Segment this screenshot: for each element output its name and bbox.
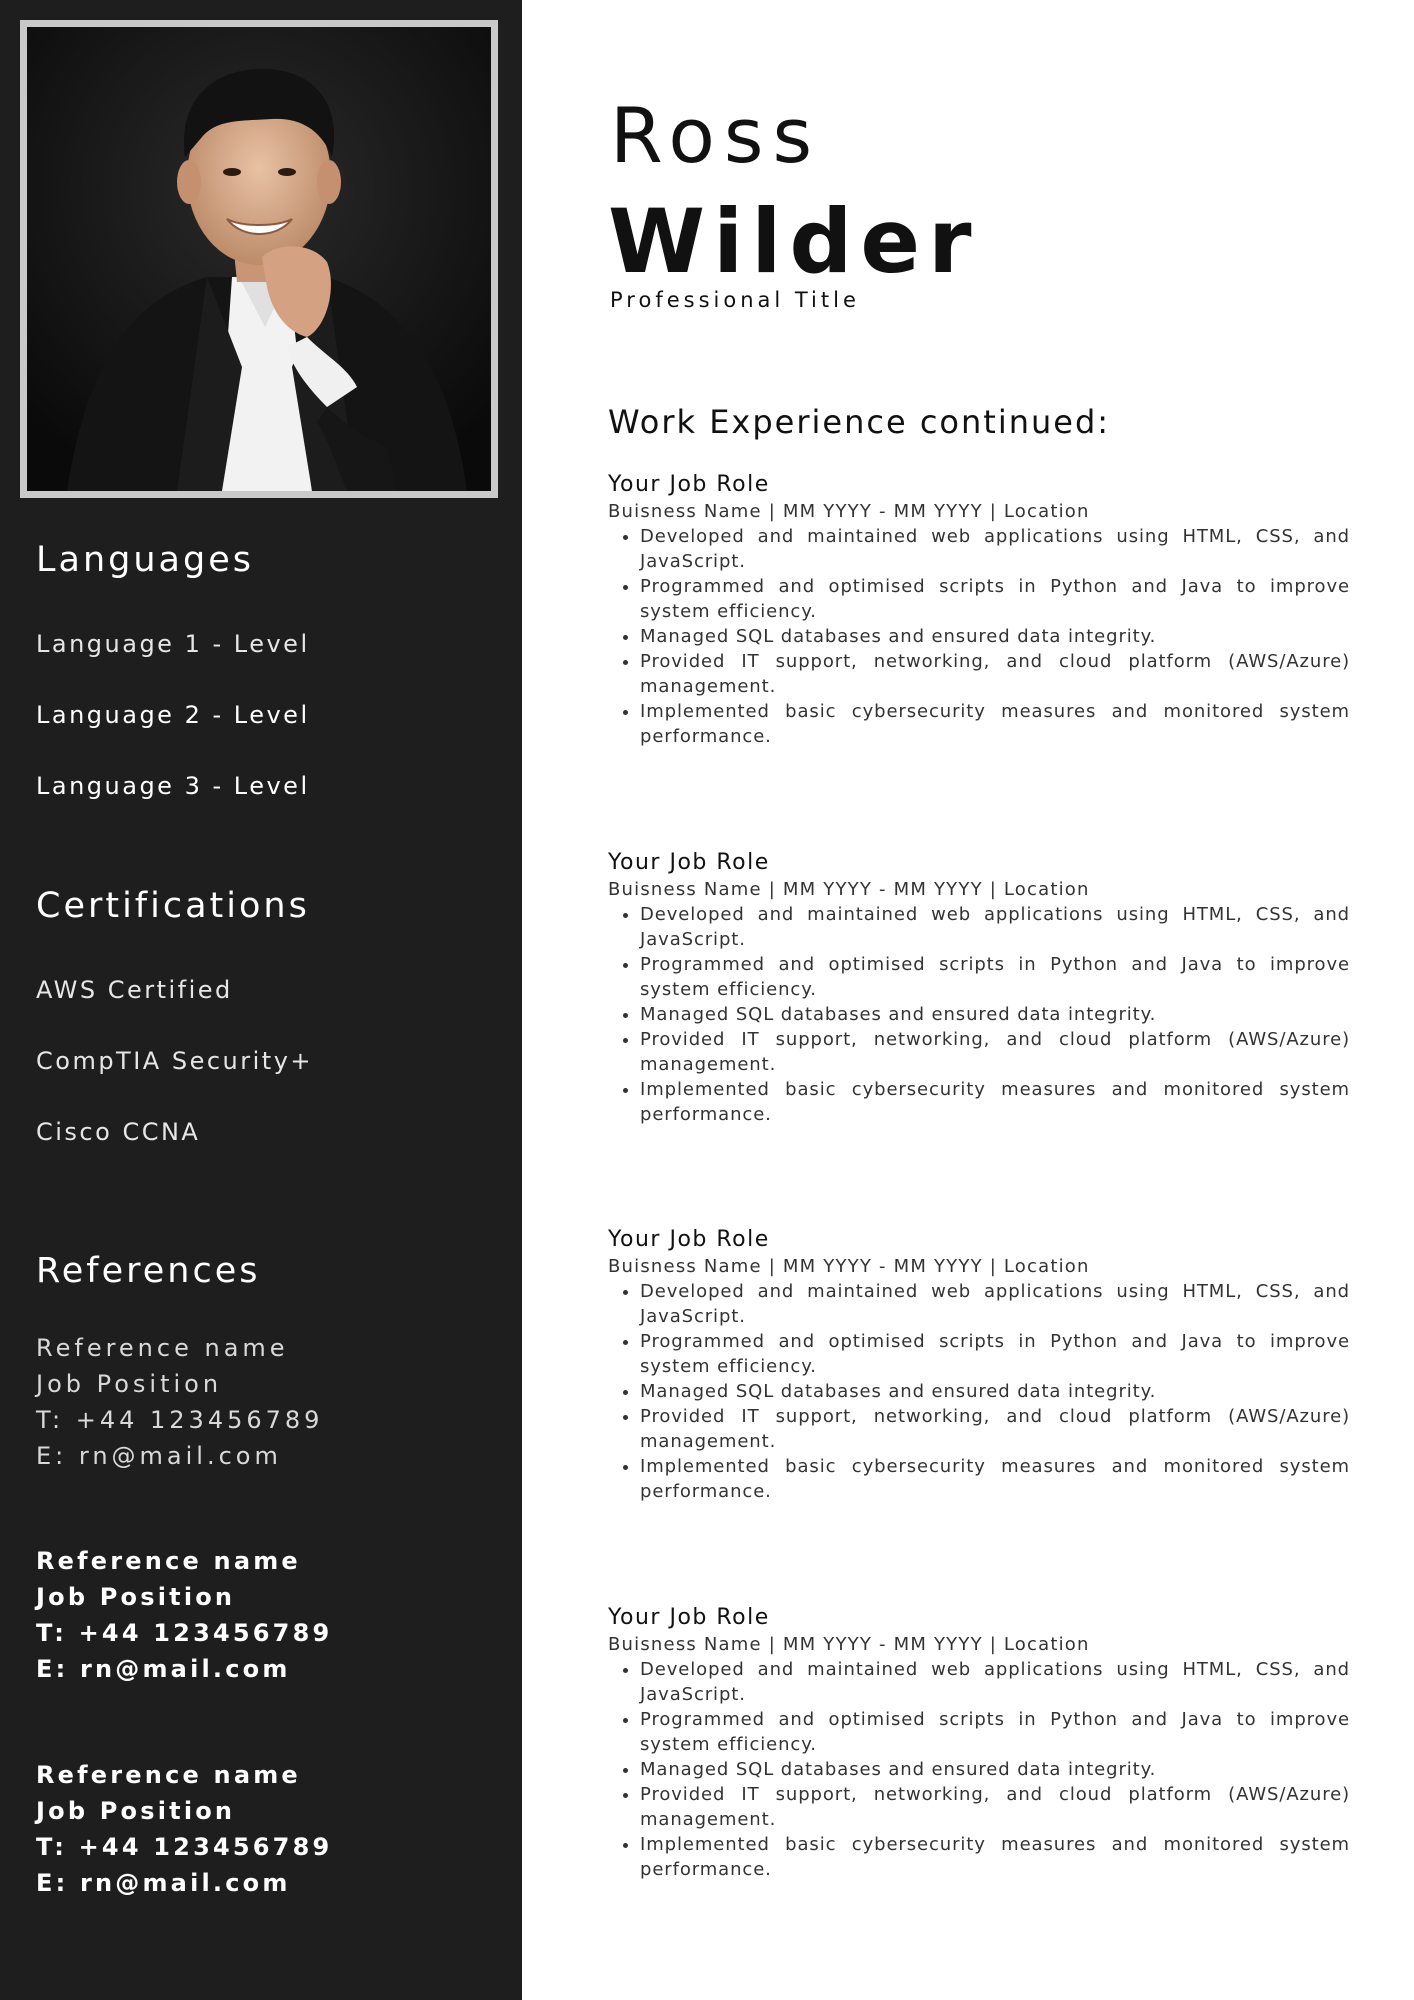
reference-phone: T: +44 123456789 xyxy=(36,1833,333,1861)
professional-title: Professional Title xyxy=(610,288,860,312)
job-bullet: • Managed SQL databases and ensured data integrity. xyxy=(640,1757,1350,1782)
first-name: Ross xyxy=(610,91,822,180)
section-title: Work Experience continued: xyxy=(608,403,1111,441)
job-meta: Buisness Name | MM YYYY - MM YYYY | Location xyxy=(608,1256,1090,1277)
job-bullet: • Managed SQL databases and ensured data integrity. xyxy=(640,1379,1350,1404)
reference-email: E: rn@mail.com xyxy=(36,1869,291,1897)
job-bullets xyxy=(608,524,1350,749)
job-meta: Buisness Name | MM YYYY - MM YYYY | Location xyxy=(608,1634,1090,1655)
certification-item: CompTIA Security+ xyxy=(36,1047,314,1075)
last-name: Wilder xyxy=(608,190,980,293)
job-bullet: • Implemented basic cybersecurity measures and monitored system performance. xyxy=(640,699,1350,749)
job-bullet: • Developed and maintained web applications using HTML, CSS, and JavaScript. xyxy=(640,1657,1350,1707)
job-bullet: • Programmed and optimised scripts in Python and Java to improve system efficiency. xyxy=(640,1329,1350,1379)
reference-phone: T: +44 123456789 xyxy=(36,1619,333,1647)
job-bullets xyxy=(608,1657,1350,1882)
reference-phone: T: +44 123456789 xyxy=(36,1406,324,1434)
reference-position: Job Position xyxy=(36,1583,236,1611)
language-item: Language 2 - Level xyxy=(36,701,310,729)
job-bullet: • Implemented basic cybersecurity measures and monitored system performance. xyxy=(640,1077,1350,1127)
reference-email: E: rn@mail.com xyxy=(36,1655,291,1683)
job-bullet: • Provided IT support, networking, and cloud platform (AWS/Azure) management. xyxy=(640,1027,1350,1077)
reference-position: Job Position xyxy=(36,1797,236,1825)
job-bullet: • Provided IT support, networking, and cloud platform (AWS/Azure) management. xyxy=(640,649,1350,699)
sidebar xyxy=(0,0,522,2000)
reference-name: Reference name xyxy=(36,1761,301,1789)
job-bullet: • Implemented basic cybersecurity measures and monitored system performance. xyxy=(640,1454,1350,1504)
portrait-image xyxy=(27,27,491,491)
job-bullet: • Developed and maintained web applications using HTML, CSS, and JavaScript. xyxy=(640,1279,1350,1329)
languages-heading: Languages xyxy=(36,540,254,580)
job-role: Your Job Role xyxy=(608,1605,770,1630)
certification-item: AWS Certified xyxy=(36,976,233,1004)
job-role: Your Job Role xyxy=(608,1227,770,1252)
job-bullet: • Managed SQL databases and ensured data integrity. xyxy=(640,624,1350,649)
job-bullet: • Managed SQL databases and ensured data integrity. xyxy=(640,1002,1350,1027)
reference-entry xyxy=(36,1543,332,1687)
reference-entry xyxy=(36,1330,323,1474)
reference-name: Reference name xyxy=(36,1334,289,1362)
job-bullet: • Developed and maintained web applications using HTML, CSS, and JavaScript. xyxy=(640,524,1350,574)
job-bullets xyxy=(608,902,1350,1127)
language-item: Language 3 - Level xyxy=(36,772,310,800)
job-bullet: • Provided IT support, networking, and cloud platform (AWS/Azure) management. xyxy=(640,1404,1350,1454)
job-entry xyxy=(608,470,1350,749)
job-bullet: • Programmed and optimised scripts in Python and Java to improve system efficiency. xyxy=(640,574,1350,624)
job-bullet: • Programmed and optimised scripts in Python and Java to improve system efficiency. xyxy=(640,1707,1350,1757)
job-bullets xyxy=(608,1279,1350,1504)
job-meta: Buisness Name | MM YYYY - MM YYYY | Location xyxy=(608,501,1090,522)
certification-item: Cisco CCNA xyxy=(36,1118,201,1146)
job-role: Your Job Role xyxy=(608,850,770,875)
reference-email: E: rn@mail.com xyxy=(36,1442,282,1470)
job-bullet: • Provided IT support, networking, and cloud platform (AWS/Azure) management. xyxy=(640,1782,1350,1832)
job-meta: Buisness Name | MM YYYY - MM YYYY | Location xyxy=(608,879,1090,900)
job-bullet: • Implemented basic cybersecurity measures and monitored system performance. xyxy=(640,1832,1350,1882)
job-role: Your Job Role xyxy=(608,472,770,497)
profile-photo xyxy=(20,20,498,498)
language-item: Language 1 - Level xyxy=(36,630,310,658)
reference-position: Job Position xyxy=(36,1370,223,1398)
reference-entry xyxy=(36,1757,332,1901)
job-entry xyxy=(608,848,1350,1127)
job-bullet: • Programmed and optimised scripts in Python and Java to improve system efficiency. xyxy=(640,952,1350,1002)
job-entry xyxy=(608,1225,1350,1504)
job-bullet: • Developed and maintained web applications using HTML, CSS, and JavaScript. xyxy=(640,902,1350,952)
reference-name: Reference name xyxy=(36,1547,301,1575)
certifications-heading: Certifications xyxy=(36,886,310,926)
job-entry xyxy=(608,1603,1350,1882)
references-heading: References xyxy=(36,1251,261,1291)
